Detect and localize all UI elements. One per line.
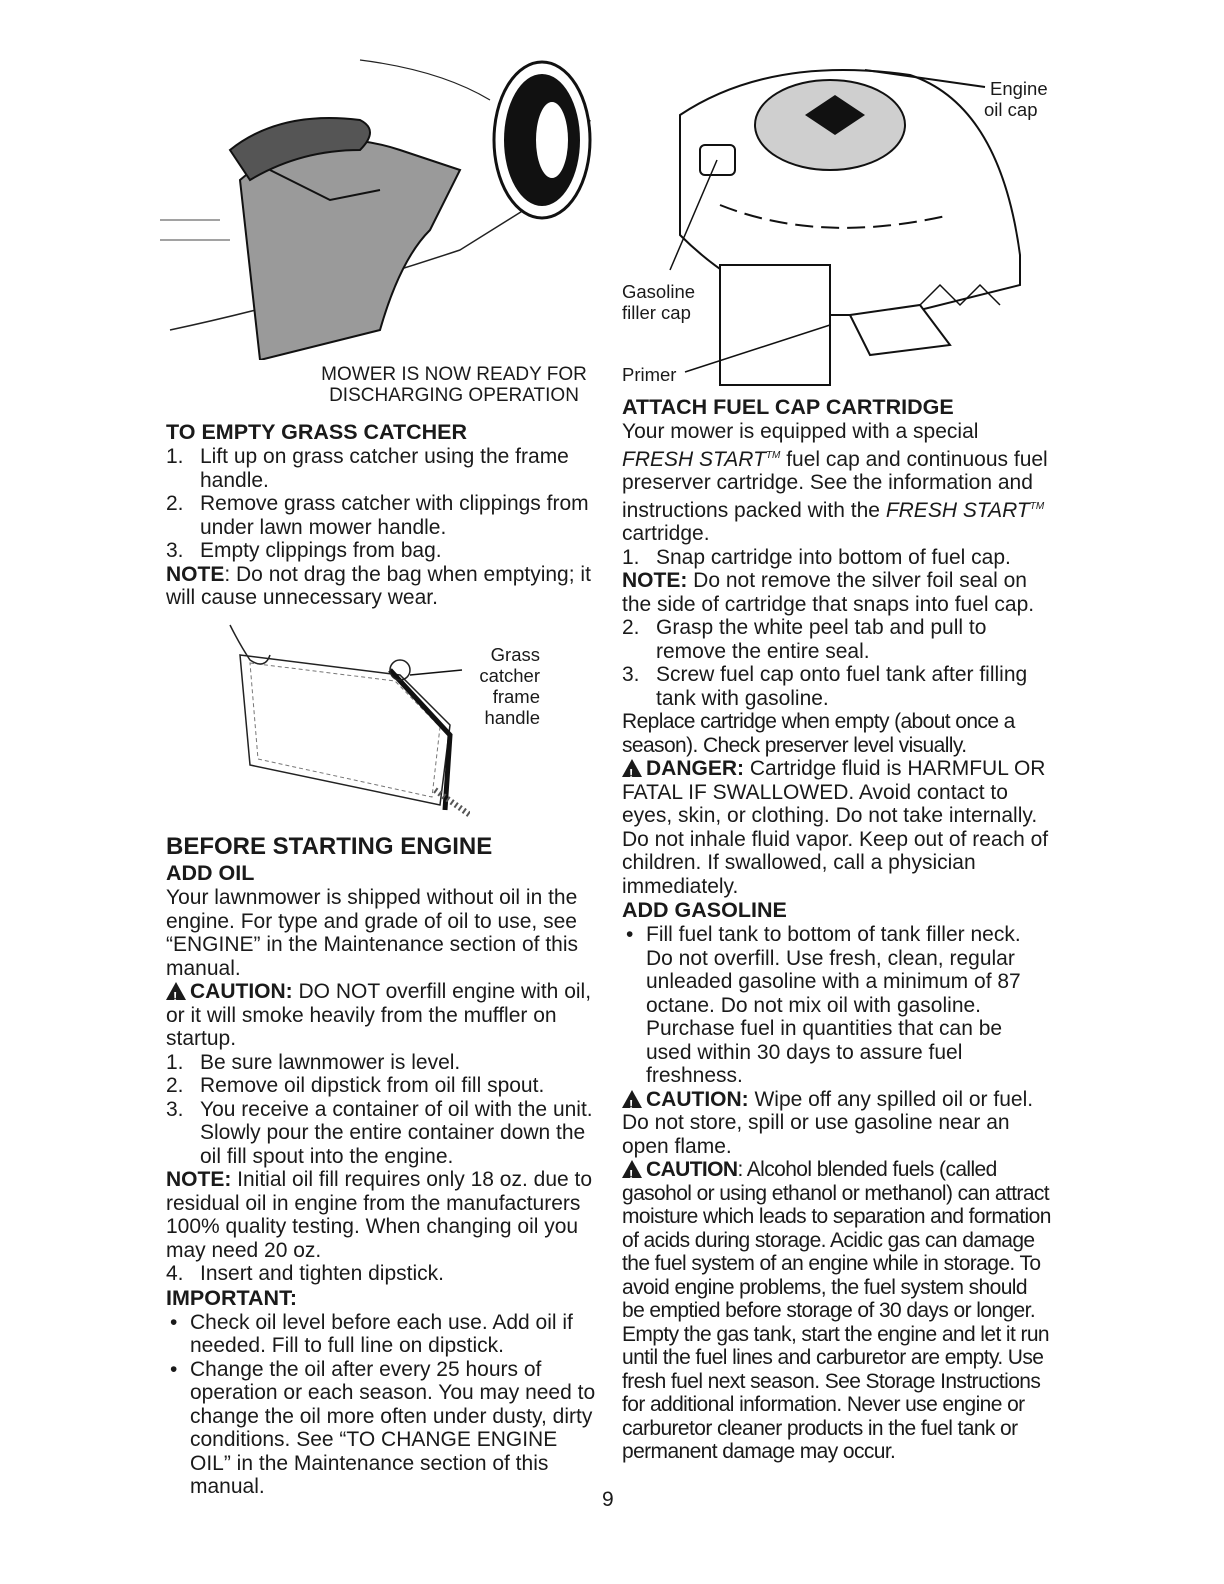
label-line: Gasoline — [622, 281, 696, 302]
oil-steps-list — [166, 1051, 596, 1169]
caution-paragraph — [166, 980, 596, 1051]
brand-name: FRESH START — [622, 447, 766, 471]
replace-cartridge-text: Replace cartridge when empty (about once a season). Check preserver level visually. — [622, 710, 1015, 757]
danger-paragraph — [622, 757, 1052, 898]
step-number: 3. — [622, 663, 640, 686]
step-number: 3. — [166, 539, 184, 562]
step-text: Screw fuel cap onto fuel tank after filling tank with gasoline. — [656, 663, 1028, 710]
caution-label: CAUTION: — [646, 1087, 749, 1111]
list-item — [622, 663, 1052, 710]
list-item — [166, 1262, 596, 1286]
step-text: Grasp the white peel tab and pull to remove the entire seal. — [656, 616, 987, 663]
brand-name: FRESH START — [885, 498, 1030, 522]
danger-text: Cartridge fluid is HARMFUL OR FATAL IF SWALLOWED. Avoid contact to eyes, skin, or clothing. Do not take internally. Do not inhale fluid vapor. Keep out of reach of children. If swallowed, call a physician immediately. — [622, 757, 1049, 898]
warning-triangle-icon — [166, 982, 186, 1000]
step-text: Remove oil dipstick from oil fill spout. — [200, 1074, 545, 1097]
caption-line: MOWER IS NOW READY FOR — [321, 364, 587, 385]
caution-text: Wipe off any spilled oil or fuel. Do not store, spill or use gasoline near an open flame. — [622, 1087, 1034, 1158]
fuel-note — [622, 569, 1052, 616]
caution-text: : Alcohol blended fuels (called gasohol or using ethanol or methanol) can attract moisture which leads to separation and formation of acids during storage. Acidic gas can damage the fuel system of an engine while in storage. To avoid engine problems, the fuel system should be emptied before storage of 30 days or longer. Empty the gas tank, start the engine and let it run until the fuel lines and carburetor are empty. Use fresh fuel next season. See Storage Instructions for additional information. Never use engine or carburetor cleaner products in the fuel tank or permanent damage may occur. — [622, 1158, 1051, 1463]
list-item — [166, 492, 596, 539]
step-number: 2. — [166, 492, 184, 515]
note-text: Initial oil fill requires only 18 oz. due to residual oil in engine from the manufacturers 100% quality testing. When changing oil you may need 20 oz. — [166, 1168, 593, 1262]
note-text: Do not remove the silver foil seal on the side of cartridge that snaps into fuel cap. — [622, 569, 1035, 616]
step-text: Be sure lawnmower is level. — [200, 1050, 461, 1074]
engine-illustration — [620, 55, 1040, 395]
label-line: Engine — [990, 78, 1048, 99]
list-item — [622, 616, 1052, 663]
oil-note — [166, 1168, 596, 1262]
text: fuel cap and continuous fuel preserver cartridge. See the information and instructions packed with the — [622, 447, 1048, 522]
note-text: : Do not drag the bag when emptying; it will cause unnecessary wear. — [166, 562, 591, 609]
note-label: NOTE: — [622, 569, 688, 592]
empty-grass-catcher-heading: TO EMPTY GRASS CATCHER — [166, 420, 468, 444]
add-gasoline-heading: ADD GASOLINE — [622, 898, 787, 922]
text: Your mower is equipped with a special — [622, 420, 979, 443]
list-item — [166, 1311, 596, 1358]
step-number: 4. — [166, 1262, 184, 1285]
right-column — [622, 395, 1052, 1464]
before-starting-engine-heading: BEFORE STARTING ENGINE — [166, 833, 493, 860]
mower-discharge-illustration — [160, 0, 620, 360]
bullet-icon: • — [626, 923, 634, 946]
text: cartridge. — [622, 522, 710, 545]
empty-note — [166, 563, 596, 610]
step-text: Empty clippings from bag. — [200, 539, 442, 562]
engine-oil-cap-label — [984, 78, 1054, 120]
label-line: frame — [492, 686, 540, 707]
grass-catcher-frame-handle-label — [462, 644, 540, 728]
label-line: catcher — [479, 665, 540, 686]
step-number: 3. — [166, 1097, 184, 1121]
list-item — [166, 1098, 596, 1169]
trademark: TM — [1029, 500, 1045, 512]
trademark: TM — [765, 449, 781, 461]
caution-alcohol-paragraph — [622, 1158, 1052, 1464]
step-text: Remove grass catcher with clippings from under lawn mower handle. — [200, 492, 589, 539]
primer-label: Primer — [622, 364, 677, 385]
left-column-lower — [166, 833, 596, 1499]
list-item — [166, 1358, 596, 1499]
step-text: Snap cartridge into bottom of fuel cap. — [656, 545, 1011, 569]
label-line: filler cap — [622, 302, 691, 323]
mower-caption — [314, 364, 594, 406]
bullet-icon: • — [170, 1310, 178, 1334]
step-text: You receive a container of oil with the unit. Slowly pour the entire container down the oil fill spout into the engine. — [200, 1097, 593, 1168]
label-line: oil cap — [984, 99, 1038, 120]
note-label: NOTE: — [166, 1168, 232, 1191]
step-text: Lift up on grass catcher using the frame handle. — [200, 445, 569, 492]
list-item — [166, 1074, 596, 1098]
bullet-text: Change the oil after every 25 hours of operation or each season. You may need to change the oil more often under dusty, dirty conditions. See “TO CHANGE ENGINE OIL” in the Maintenance section of this manual. — [190, 1357, 596, 1498]
step-number: 2. — [166, 1074, 184, 1097]
step-text: Insert and tighten dipstick. — [200, 1262, 444, 1285]
fuel-steps-list — [622, 616, 1052, 710]
gasoline-list — [622, 923, 1052, 1088]
caution-label: CAUTION: — [190, 980, 293, 1003]
step-number: 1. — [622, 545, 640, 569]
caption-line: DISCHARGING OPERATION — [329, 385, 579, 406]
list-item — [166, 1051, 596, 1075]
caution-text: DO NOT overfill engine with oil, or it will smoke heavily from the muffler on startup. — [166, 980, 592, 1050]
warning-triangle-icon — [622, 1090, 642, 1108]
step-number: 2. — [622, 616, 640, 639]
bullet-icon: • — [170, 1357, 178, 1381]
add-oil-intro: Your lawnmower is shipped without oil in the engine. For type and grade of oil to use, see “ENGINE” in the Maintenance section of this manual. — [166, 886, 579, 980]
important-list — [166, 1311, 596, 1499]
list-item — [166, 445, 596, 492]
gasoline-filler-cap-label — [622, 281, 722, 323]
caution-spill-paragraph — [622, 1088, 1052, 1159]
step-number: 1. — [166, 1050, 184, 1074]
list-item — [166, 539, 596, 563]
caution-label: CAUTION — [646, 1158, 738, 1181]
fuel-intro — [622, 420, 1052, 546]
note-label: NOTE — [166, 562, 225, 586]
list-item — [622, 546, 1052, 570]
empty-steps-list — [166, 445, 596, 563]
bullet-text: Check oil level before each use. Add oil if needed. Fill to full line on dipstick. — [190, 1310, 573, 1357]
important-heading: IMPORTANT: — [166, 1285, 297, 1310]
warning-triangle-icon — [622, 1160, 642, 1178]
attach-fuel-cap-heading: ATTACH FUEL CAP CARTRIDGE — [622, 395, 954, 419]
danger-label: DANGER: — [646, 757, 744, 780]
left-column — [166, 420, 596, 610]
label-line: handle — [484, 707, 540, 728]
warning-triangle-icon — [622, 759, 642, 777]
label-line: Grass — [490, 644, 540, 665]
grass-catcher-illustration — [210, 615, 470, 825]
list-item — [622, 923, 1052, 1088]
bullet-text: Fill fuel tank to bottom of tank filler neck. Do not overfill. Use fresh, clean, regular unleaded gasoline with a minimum of 87 octane. Do not mix oil with gasoline. Purchase fuel in quantities that can be used within 30 days to assure fuel freshness. — [646, 923, 1021, 1087]
step-number: 1. — [166, 445, 184, 468]
add-oil-heading: ADD OIL — [166, 861, 255, 885]
page-number: 9 — [602, 1488, 614, 1511]
